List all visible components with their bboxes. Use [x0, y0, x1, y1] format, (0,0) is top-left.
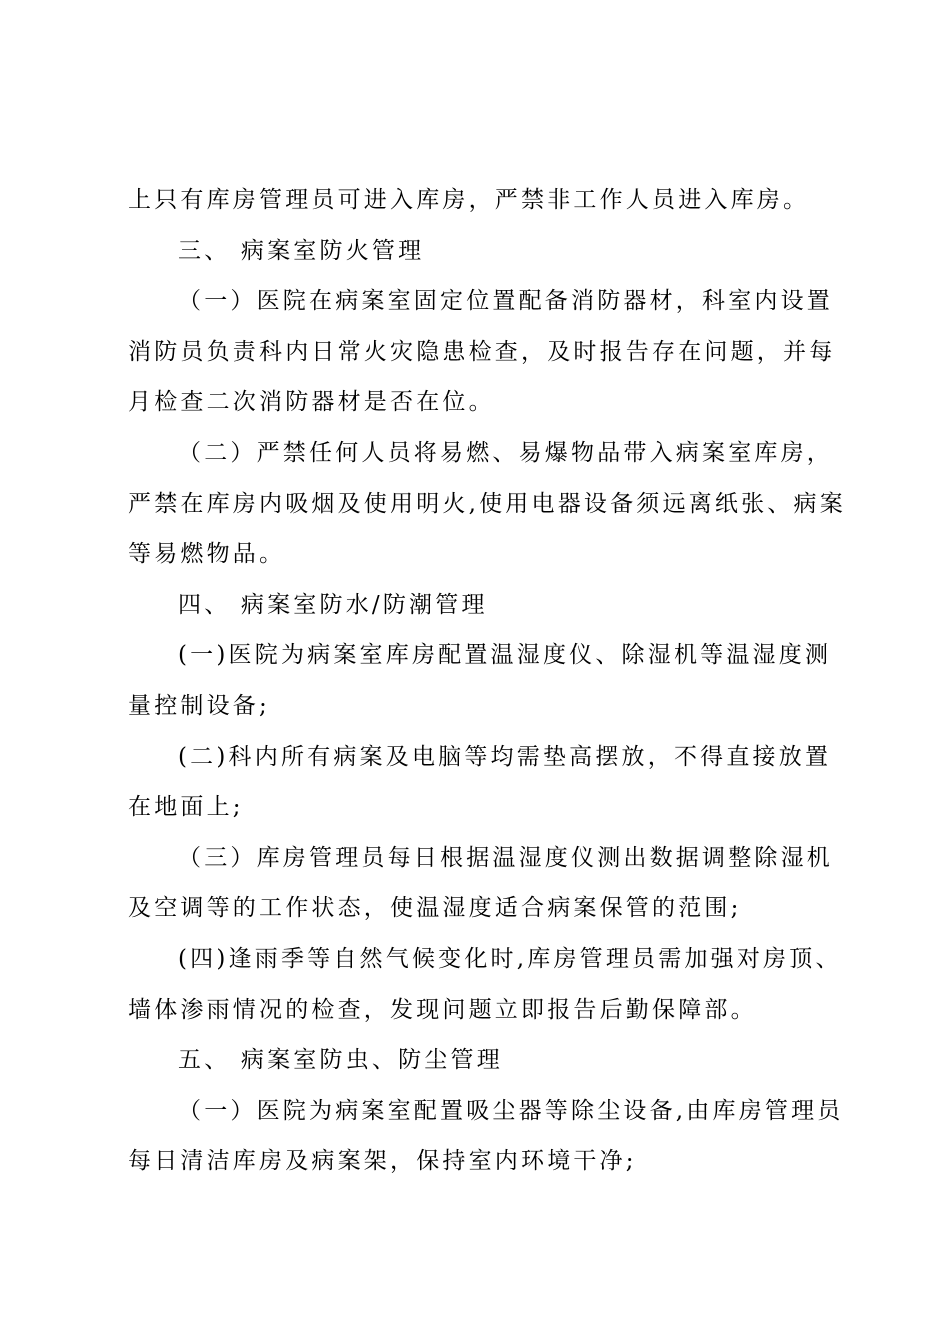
paragraph-line: 上只有库房管理员可进入库房，严禁非工作人员进入库房。 — [128, 187, 810, 213]
paragraph-line: 墙体渗雨情况的检查，发现问题立即报告后勤保障部。 — [128, 996, 757, 1023]
paragraph-line: 消防员负责科内日常火灾隐患检查，及时报告存在问题，并每 — [128, 338, 836, 365]
section-heading-pest: 五、 病案室防虫、防尘管理 — [178, 1047, 503, 1074]
document-body — [128, 186, 846, 1198]
section-heading-water: 四、 病案室防水/防潮管理 — [178, 591, 488, 618]
paragraph-line: (四)逢雨季等自然气候变化时,库房管理员需加强对房顶、 — [178, 945, 842, 972]
paragraph-line: 每日清洁库房及病案架，保持室内环境干净; — [128, 1148, 637, 1175]
paragraph-line: 及空调等的工作状态，使温湿度适合病案保管的范围; — [128, 895, 742, 922]
paragraph-line: （三）库房管理员每日根据温湿度仪测出数据调整除湿机 — [178, 844, 833, 871]
paragraph-line: 在地面上; — [128, 794, 244, 821]
paragraph-line: （二）严禁任何人员将易燃、易爆物品带入病案室库房， — [178, 439, 833, 466]
paragraph-line: 等易燃物品。 — [128, 541, 286, 568]
section-heading-fire: 三、 病案室防火管理 — [178, 237, 425, 264]
paragraph-line: 月检查二次消防器材是否在位。 — [128, 389, 495, 416]
paragraph-line: (二)科内所有病案及电脑等均需垫高摆放，不得直接放置 — [178, 743, 832, 770]
paragraph-line: （一）医院为病案室配置吸尘器等除尘设备,由库房管理员 — [178, 1097, 844, 1124]
paragraph-line: (一)医院为病案室库房配置温湿度仪、除湿机等温湿度测 — [178, 642, 832, 669]
paragraph-line: （一）医院在病案室固定位置配备消防器材，科室内设置 — [178, 288, 833, 315]
paragraph-line: 量控制设备; — [128, 692, 270, 719]
paragraph-line: 严禁在库房内吸烟及使用明火,使用电器设备须远离纸张、病案 — [128, 490, 846, 517]
